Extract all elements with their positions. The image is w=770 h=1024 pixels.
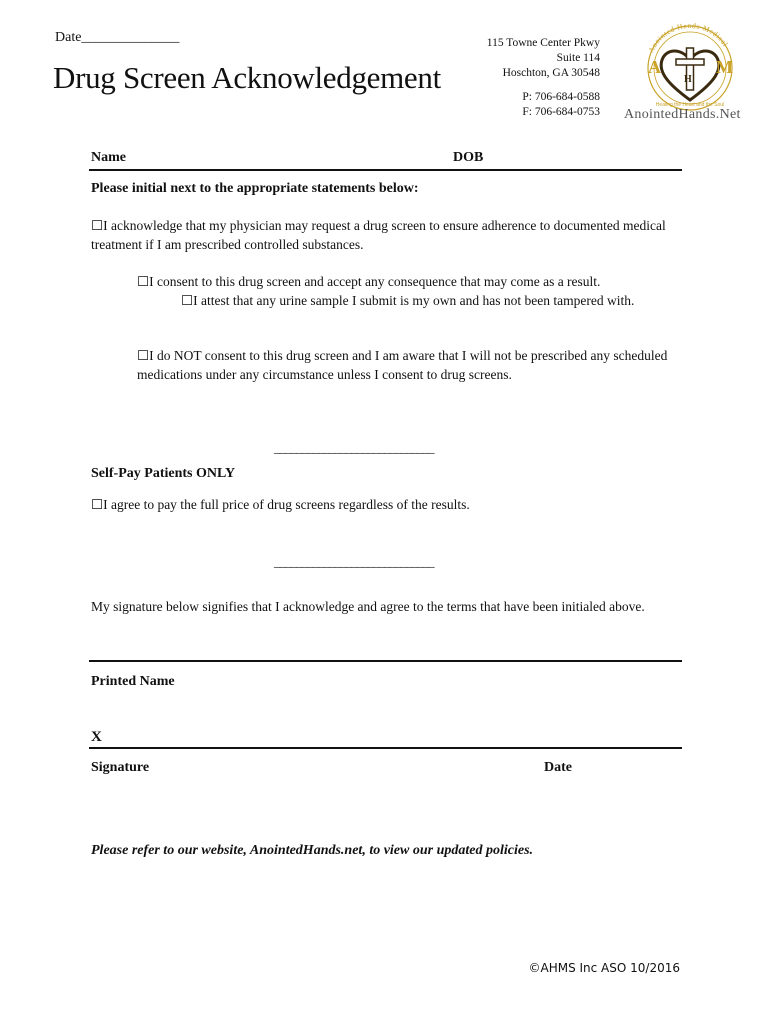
signature-label: Signature [91,760,150,775]
header-date-field[interactable]: Date______________ [55,30,180,45]
clinic-address [487,36,600,81]
statement-consent[interactable]: ☐I consent to this drug screen and accept any consequence that may come as a result. [137,274,601,289]
copyright-footer: ©AHMS Inc ASO 10/2016 [528,961,680,975]
self-pay-heading: Self-Pay Patients ONLY [91,466,236,481]
address-line-1: 115 Towne Center Pkwy [486,37,600,49]
statement-attest-sample[interactable]: ☐I attest that any urine sample I submit is my own and has not been tampered with. [181,293,635,308]
statement-self-pay[interactable]: ☐I agree to pay the full price of drug screens regardless of the results. [91,497,470,512]
svg-text:H: H [684,74,692,85]
clinic-contact [522,90,600,120]
svg-text:A: A [648,57,661,77]
printed-name-label: Printed Name [91,674,175,689]
signature-x-mark: X [91,729,102,745]
name-label: Name [91,150,126,165]
svg-text:Anointed Hands Medical: Anointed Hands Medical [646,20,731,55]
policy-note: Please refer to our website, AnointedHands.net, to view our updated policies. [91,843,534,858]
svg-text:M: M [716,57,733,77]
statement-no-consent[interactable]: ☐I do NOT consent to this drug screen and I am aware that I will not be prescribed any scheduled medications under any circumstance unless I consent to drug screens. [137,348,668,382]
address-line-2: Suite 114 [556,52,600,64]
instructions-heading: Please initial next to the appropriate statements below: [91,181,419,196]
fax-number: F: 706-684-0753 [522,106,600,118]
svg-text:Healing the Heart and the Soul: Healing the Heart and the Soul [655,102,725,108]
address-line-3: Hoschton, GA 30548 [502,67,600,79]
signature-line[interactable] [89,747,682,749]
phone-number: P: 706-684-0588 [522,91,600,103]
page-title: Drug Screen Acknowledgement [53,60,441,95]
initials-line-self-pay[interactable]: _____________________________ [274,554,434,569]
initials-line[interactable]: _____________________________ [274,440,434,455]
acknowledgement-text: My signature below signifies that I acknowledge and agree to the terms that have been initialed above. [91,599,645,614]
logo-website: AnointedHands.Net [624,107,741,122]
statement-physician-request[interactable]: ☐I acknowledge that my physician may request a drug screen to ensure adherence to documented medical treatment if I am prescribed controlled substances. [91,218,666,252]
dob-label: DOB [453,150,484,165]
name-dob-line[interactable] [89,169,682,171]
signature-date-label: Date [544,760,572,775]
printed-name-line[interactable] [89,660,682,662]
